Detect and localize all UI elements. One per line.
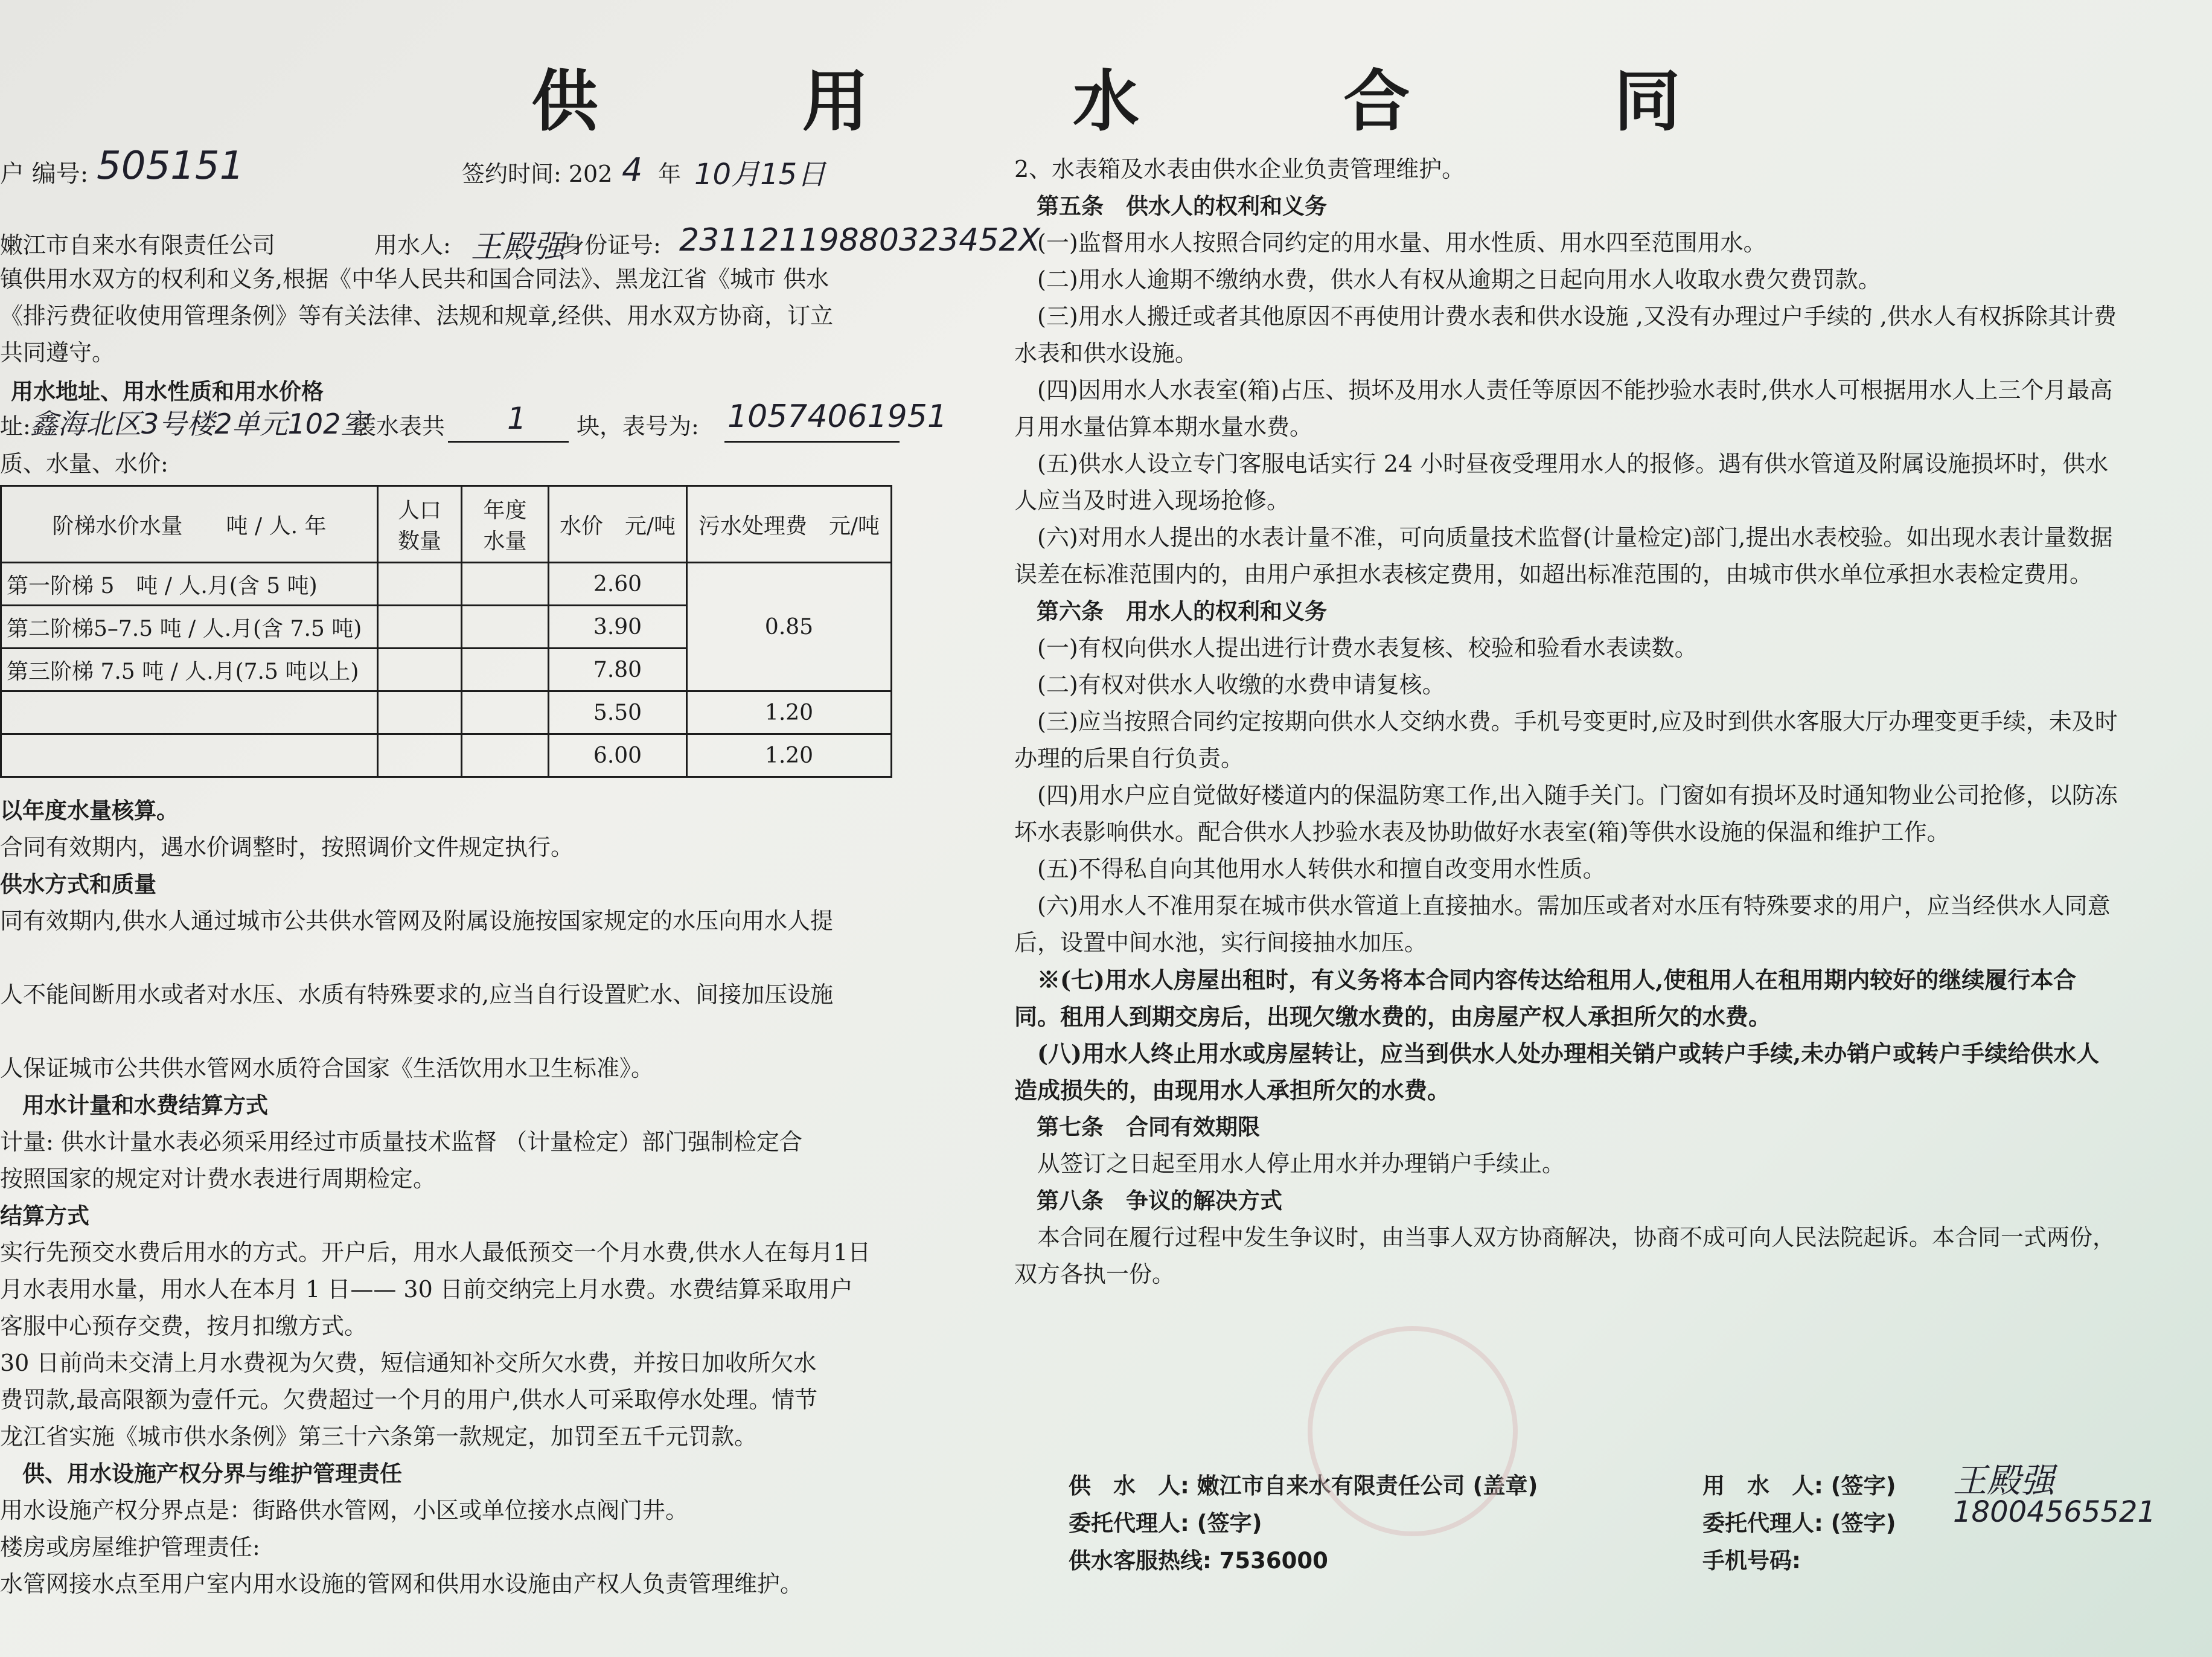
clause-line: 实行先预交水费后用水的方式。开户后，用水人最低预交一个月水费,供水人在每月1日 [0, 1239, 871, 1266]
clause-paragraph: (二)有权对供水人收缴的水费申请复核。 [1014, 671, 1445, 698]
document-title: 供 用 水 合 同 [531, 62, 1771, 140]
clause-heading: 供、用水设施产权分界与维护管理责任 [0, 1461, 402, 1487]
intro-line: 《排污费征收使用管理条例》等有关法律、法规和规章,经供、用水双方协商，订立 [0, 303, 834, 329]
cell-population [378, 734, 462, 777]
clause-paragraph: (五)供水人设立专门客服电话实行 24 小时昼夜受理用水人的报修。遇有供水管道及附属设施损坏时，供水人应当及时进入现场抢修。 [1014, 450, 2109, 514]
clause-paragraph: (二)用水人逾期不缴纳水费，供水人有权从逾期之日起向用水人收取水费欠费罚款。 [1014, 266, 1881, 293]
address-value: 鑫海北区3号楼2单元102室 [30, 408, 369, 440]
meter-count-underline [448, 441, 569, 443]
article-heading: 第八条 争议的解决方式 [1014, 1188, 1282, 1214]
article-heading: 第六条 用水人的权利和义务 [1014, 598, 1327, 624]
user-phone-handwritten: 18004565521 [1953, 1495, 2156, 1529]
clause-line: 龙江省实施《城市供水条例》第三十六条第一款规定，加罚至五千元罚款。 [0, 1423, 758, 1450]
water-price-table [0, 485, 892, 778]
sign-date-label: 签约时间: 202 [462, 161, 613, 187]
account-label: 户 编号: [0, 160, 89, 188]
clause-line [0, 1013, 942, 1050]
clause-paragraph: (三)应当按照合同约定按期向供水人交纳水费。手机号变更时,应及时到供水客服大厅办理变更手续，未及时办理的后果自行负责。 [1014, 708, 2118, 772]
cell-water-price: 7.80 [549, 649, 687, 691]
hotline-label: 供水客服热线: 7536000 [1069, 1548, 1328, 1574]
table-row [1, 691, 892, 734]
header-tier: 阶梯水价水量 吨 / 人. 年 [1, 486, 378, 563]
clause-paragraph: (六)用水人不准用泵在城市供水管道上直接抽水。需加压或者对水压有特殊要求的用户，应当经供水人同意后，设置中间水池，实行间接抽水加压。 [1014, 893, 2111, 956]
table-row [1, 563, 892, 606]
header-water-price: 水价 元/吨 [549, 486, 687, 563]
id-number: 23112119880323452X [679, 222, 1041, 258]
clause-paragraph: (一)监督用水人按照合同约定的用水量、用水性质、用水四至范围用水。 [1014, 229, 1766, 256]
clause-paragraph: 2、水表箱及水表由供水企业负责管理维护。 [1014, 156, 1465, 182]
id-label: 身份证号: [561, 232, 661, 258]
table-header-row [1, 486, 892, 563]
address-prefix: 址: [0, 413, 31, 440]
clause-line: 按照国家的规定对计费水表进行周期检定。 [0, 1165, 436, 1192]
article-heading: 第五条 供水人的权利和义务 [1014, 193, 1327, 219]
clause-paragraph: (四)用水户应自觉做好楼道内的保温防寒工作,出入随手关门。门窗如有损坏及时通知物业公司抢修，以防冻坏水表影响供水。配合供水人抄验水表及协助做好水表室(箱)等供水设施的保温和维护工作。 [1014, 782, 2118, 845]
intro-block [0, 261, 942, 371]
clause-line [0, 940, 942, 976]
clause-heading: 结算方式 [0, 1203, 89, 1229]
intro-line: 镇供用水双方的权利和义务,根据《中华人民共和国合同法》、黑龙江省《城市 供水 [0, 266, 830, 292]
section1-title: 用水地址、用水性质和用水价格 [11, 379, 324, 405]
cell-sewage-fee: 1.20 [687, 734, 892, 777]
nature-line: 质、水量、水价: [0, 450, 168, 477]
cell-population [378, 691, 462, 734]
meter-text: 装水表共 [353, 413, 446, 440]
clause-heading: 以年度水量核算。 [0, 798, 179, 824]
clause-line: 同有效期内,供水人通过城市公共供水管网及附属设施按国家规定的水压向用水人提 [0, 908, 834, 934]
clause-paragraph: 从签订之日起至用水人停止用水并办理销户手续止。 [1014, 1150, 1565, 1177]
user-label: 用水人: [374, 232, 451, 258]
supplier-agent-label: 委托代理人: (签字) [1069, 1510, 1262, 1536]
tier-label: 第二阶梯5–7.5 吨 / 人.月(含 7.5 吨) [1, 606, 378, 649]
clause-line: 人不能间断用水或者对水压、水质有特殊要求的,应当自行设置贮水、间接加压设施 [0, 981, 834, 1008]
supplier-name: 嫩江市自来水有限责任公司 [0, 232, 276, 258]
clause-paragraph: (八)用水人终止用水或房屋转让，应当到供水人处办理相关销户或转户手续,未办销户或转户手续给供水人造成损失的，由现用水人承担所欠的水费。 [1014, 1040, 2100, 1104]
tier-label [1, 734, 378, 777]
clause-line: 客服中心预存交费，按月扣缴方式。 [0, 1313, 368, 1339]
intro-line: 共同遵守。 [0, 339, 115, 366]
article-heading: 第七条 合同有效期限 [1014, 1114, 1260, 1140]
clause-paragraph: 本合同在履行过程中发生争议时，由当事人双方协商解决，协商不成可向人民法院起诉。本合同一式两份，双方各执一份。 [1014, 1224, 2116, 1287]
sign-month-day: 10月15日 [694, 158, 826, 191]
sign-year: 4 [622, 151, 643, 189]
header-sewage-fee: 污水处理费 元/吨 [687, 486, 892, 563]
cell-annual-volume [462, 691, 549, 734]
user-name: 王殿强 [471, 229, 566, 265]
header-annual-volume: 年度 水量 [462, 486, 549, 563]
clause-line: 用水设施产权分界点是：街路供水管网，小区或单位接水点阀门井。 [0, 1497, 689, 1524]
clause-paragraph: (一)有权向供水人提出进行计费水表复核、校验和验看水表读数。 [1014, 635, 1698, 661]
clause-line: 人保证城市公共供水管网水质符合国家《生活饮用水卫生标准》。 [0, 1055, 654, 1082]
clause-line: 计量: 供水计量水表必须采用经过市质量技术监督 （计量检定）部门强制检定合 [0, 1129, 802, 1155]
clause-paragraph: ※(七)用水人房屋出租时，有义务将本合同内容传达给租用人,使租用人在租用期内较好的继续履行本合同。租用人到期交房后，出现欠缴水费的，由房屋产权人承担所欠的水费。 [1014, 966, 2077, 1030]
clause-line: 楼房或房屋维护管理责任: [0, 1534, 260, 1560]
meter-count: 1 [507, 401, 526, 436]
clause-paragraph: (五)不得私自向其他用水人转供水和擅自改变用水性质。 [1014, 856, 1606, 882]
meter-number: 10574061951 [727, 399, 947, 435]
right-clauses [1014, 151, 2119, 1293]
meter-no-underline [724, 441, 900, 443]
cell-water-price: 2.60 [549, 563, 687, 606]
tier-label: 第一阶梯 5 吨 / 人.月(含 5 吨) [1, 563, 378, 606]
clause-line: 费罚款,最高限额为壹仟元。欠费超过一个月的用户,供水人可采取停水处理。情节 [0, 1386, 818, 1413]
user-handwritten-signature: 王殿强 [1953, 1461, 2054, 1501]
year-unit: 年 [658, 161, 682, 187]
clause-paragraph: (六)对用水人提出的水表计量不准，可向质量技术监督(计量检定)部门,提出水表校验。如出现水表计量数据误差在标准范围内的，由用户承担水表核定费用，如超出标准范围的，由城市供水单位承担水表检定费用。 [1014, 524, 2113, 588]
clause-line: 30 日前尚未交清上月水费视为欠费，短信通知补交所欠水费，并按日加收所欠水 [0, 1350, 817, 1376]
header-population: 人口 数量 [378, 486, 462, 563]
cell-annual-volume [462, 649, 549, 691]
cell-annual-volume [462, 563, 549, 606]
account-number: 505151 [97, 144, 245, 188]
clause-paragraph: (四)因用水人水表室(箱)占压、损坏及用水人责任等原因不能抄验水表时,供水人可根据用水人上三个月最高月用水量估算本期水量水费。 [1014, 377, 2113, 440]
cell-population [378, 606, 462, 649]
clause-line: 水管网接水点至用户室内用水设施的管网和供用水设施由产权人负责管理维护。 [0, 1571, 804, 1597]
cell-population [378, 563, 462, 606]
meter-unit: 块，表号为: [577, 413, 699, 440]
cell-water-price: 3.90 [549, 606, 687, 649]
cell-sewage-fee: 1.20 [687, 691, 892, 734]
tier-label [1, 691, 378, 734]
phone-number-label: 手机号码: [1702, 1548, 1801, 1574]
clause-line: 合同有效期内，遇水价调整时，按照调价文件规定执行。 [0, 834, 574, 861]
user-agent-label: 委托代理人: (签字) [1702, 1510, 1896, 1536]
table-row [1, 734, 892, 777]
tier-label: 第三阶梯 7.5 吨 / 人.月(7.5 吨以上) [1, 649, 378, 691]
cell-water-price: 6.00 [549, 734, 687, 777]
cell-sewage-fee-merged: 0.85 [687, 563, 892, 691]
supplier-signature-label: 供 水 人: 嫩江市自来水有限责任公司 (盖章) [1069, 1473, 1538, 1499]
cell-population [378, 649, 462, 691]
cell-annual-volume [462, 734, 549, 777]
seal-stamp [1298, 1316, 1527, 1546]
user-signature-label: 用 水 人: (签字) [1702, 1473, 1896, 1499]
cell-water-price: 5.50 [549, 691, 687, 734]
clause-paragraph: (三)用水人搬迁或者其他原因不再使用计费水表和供水设施 ,又没有办理过户手续的 ,供水人有权拆除其计费水表和供水设施。 [1014, 303, 2117, 367]
cell-annual-volume [462, 606, 549, 649]
clause-heading: 用水计量和水费结算方式 [0, 1092, 268, 1118]
left-clauses [0, 792, 942, 1603]
clause-line: 月水表用水量，用水人在本月 1 日—— 30 日前交纳完上月水费。水费结算采取用户 [0, 1276, 853, 1303]
clause-heading: 供水方式和质量 [0, 871, 156, 897]
